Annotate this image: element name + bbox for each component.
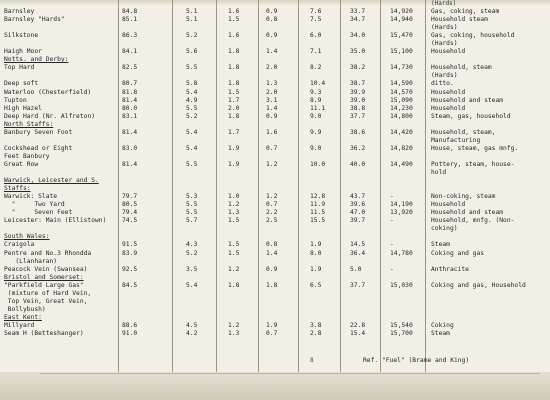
value-cell: 5.6 [186,48,198,56]
value-cell: 15,540 [390,321,413,329]
value-cell: 1.5 [228,249,240,257]
value-cell: 47.0 [350,209,366,217]
seam-name-cell: South Wales: [4,233,50,241]
use-cell: Coking and gas [431,249,485,257]
use-cell: Pottery, steam, house- [431,160,515,168]
seam-name-cell: Warwick, Leicester and S. [4,177,99,185]
value-cell: 14,570 [390,88,413,96]
value-cell: 6.5 [310,281,322,289]
value-cell: 1.9 [228,160,240,168]
value-cell: 35.0 [350,48,366,56]
value-cell: 1.8 [228,48,240,56]
value-cell: 4.3 [186,241,198,249]
seam-name-cell: Banbury Seven Foot [4,128,73,136]
value-cell: 3.1 [266,96,278,104]
value-cell: 1.2 [228,321,240,329]
use-cell: Household, steam, [431,128,496,136]
value-cell: 7.5 [310,16,322,24]
value-cell: 4.5 [186,321,198,329]
seam-name-cell: Warwick: Slate [4,193,58,201]
value-cell: 84.5 [122,281,138,289]
value-cell: 88.6 [122,321,138,329]
value-cell: 0.9 [266,32,278,40]
value-cell: 81.4 [122,128,138,136]
value-cell: 40.0 [350,160,366,168]
seam-name-cell: Waterloo (Chesterfield) [4,88,92,96]
value-cell: 11.5 [310,209,326,217]
value-cell: 5.5 [186,201,198,209]
use-cell: House, steam, gas mnfg. [431,144,519,152]
seam-name-cell: (Llanharan) [4,257,58,265]
seam-name-cell: Top Vein, Great Vein, [4,297,88,305]
seam-name-cell: Pentre and No.3 Rhondda [4,249,92,257]
value-cell: 22.8 [350,321,366,329]
value-cell: 5.4 [186,281,198,289]
use-cell: Household, mnfg. (Non- [431,217,515,225]
seam-name-cell: Tupton [4,96,27,104]
value-cell: 1.2 [266,160,278,168]
value-cell: 1.2 [228,201,240,209]
value-cell: 5.5 [186,160,198,168]
use-cell: Coking and gas, Household [431,281,526,289]
value-cell: 82.5 [122,64,138,72]
value-cell: 0.9 [266,8,278,15]
value-cell: 14,490 [390,160,413,168]
value-cell: 7.1 [310,48,322,56]
value-cell: 5.7 [186,217,198,225]
value-cell: 15,470 [390,32,413,40]
value-cell: - [390,241,394,249]
value-cell: 39.6 [350,201,366,209]
value-cell: 5.5 [186,64,198,72]
value-cell: 8.9 [310,96,322,104]
value-cell: 14,730 [390,64,413,72]
value-cell: 5.5 [186,104,198,112]
value-cell: 80.5 [122,201,138,209]
value-cell: 38.7 [350,80,366,88]
use-cell: Steam, gas, household [431,112,511,120]
value-cell: 83.1 [122,112,138,120]
use-cell: Non-coking, steam [431,193,496,201]
value-cell: 43.7 [350,193,366,201]
value-cell: 0.7 [266,330,278,337]
fold-line [40,373,540,374]
use-cell: ditto. [431,80,454,88]
value-cell: 15,700 [390,330,413,337]
value-cell: 2.0 [266,64,278,72]
use-cell: Anthracite [431,265,469,273]
value-cell: 92.5 [122,265,138,273]
value-cell: 38.8 [350,104,366,112]
seam-name-cell: " Two Yard [4,201,65,209]
value-cell: 1.4 [266,48,278,56]
value-cell: 1.8 [228,64,240,72]
value-cell: 34.7 [350,16,366,24]
value-cell: 1.4 [266,104,278,112]
value-cell: 0.8 [266,16,278,24]
value-cell: 12.8 [310,193,326,201]
value-cell: 81.8 [122,88,138,96]
value-cell: 14,800 [390,112,413,120]
value-cell: 74.5 [122,217,138,225]
value-cell: 39.9 [350,88,366,96]
value-cell: 14,920 [390,8,413,15]
value-cell: 1.8 [228,80,240,88]
table-row [0,330,550,339]
value-cell: 5.4 [186,128,198,136]
seam-name-cell: Peacock Vein (Swansea) [4,265,88,273]
value-cell: 2.0 [266,88,278,96]
value-cell: 80.7 [122,80,138,88]
value-cell: 1.9 [310,241,322,249]
value-cell: 9.0 [310,112,322,120]
value-cell: 91.0 [122,330,138,337]
value-cell: 15,100 [390,48,413,56]
value-cell: 5.4 [186,144,198,152]
seam-name-cell: Staffs: [4,185,31,193]
value-cell: 79.4 [122,209,138,217]
value-cell: 80.0 [122,104,138,112]
value-cell: 14,190 [390,201,413,209]
value-cell: 9.3 [310,88,322,96]
value-cell: 1.7 [228,96,240,104]
value-cell: 1.5 [228,241,240,249]
value-cell: 5.1 [186,16,198,24]
value-cell: 1.2 [266,193,278,201]
value-cell: 0.9 [266,112,278,120]
value-cell: 1.9 [310,265,322,273]
seam-name-cell: " Seven Feet [4,209,73,217]
seam-name-cell: Millyard [4,321,35,329]
use-cell: (Hards) [431,24,458,32]
value-cell: 84.8 [122,8,138,15]
seam-name-cell: Barnsley "Hards" [4,16,65,24]
seam-name-cell: Deep Hard (Nr. Alfreton) [4,112,95,120]
value-cell: 34.0 [350,32,366,40]
value-cell: 5.2 [186,249,198,257]
seam-name-cell: Bristol and Somerset: [4,273,84,281]
reference-note: Ref. "Fuel" (Brame and King) [363,357,470,364]
seam-name-cell: Cockshead or Eight [4,144,73,152]
seam-name-cell: (mixture of Hard Vein, [4,289,92,297]
value-cell: 39.7 [350,217,366,225]
value-cell: 0.9 [266,265,278,273]
seam-name-cell: Haigh Moor [4,48,42,56]
value-cell: 91.5 [122,241,138,249]
value-cell: 1.3 [228,209,240,217]
value-cell: 1.4 [266,249,278,257]
page-mark: 8 [310,357,314,364]
seam-name-cell: Leicester: Main (Ellistown) [4,217,107,225]
value-cell: 1.6 [228,32,240,40]
use-cell: Household [431,88,466,96]
value-cell: 10.0 [310,160,326,168]
seam-name-cell: Craigola [4,241,35,249]
value-cell: 5.3 [186,193,198,201]
value-cell: 0.7 [266,144,278,152]
value-cell: 36.2 [350,144,366,152]
value-cell: 1.8 [228,112,240,120]
value-cell: 37.7 [350,112,366,120]
value-cell: 39.0 [350,96,366,104]
use-cell: Household, steam [431,64,492,72]
use-cell: Steam [431,241,450,249]
value-cell: 2.0 [228,104,240,112]
value-cell: 14.5 [350,241,366,249]
value-cell: 5.8 [186,80,198,88]
seam-name-cell: Notts. and Derby: [4,56,69,64]
value-cell: 7.6 [310,8,322,15]
value-cell: 14,780 [390,249,413,257]
seam-name-cell: High Hazel [4,104,42,112]
value-cell: 1.0 [228,193,240,201]
seam-name-cell: Deep soft [4,80,39,88]
value-cell: 1.5 [228,217,240,225]
value-cell: 1.7 [228,128,240,136]
seam-name-cell: North Staffs: [4,120,54,128]
value-cell: 79.7 [122,193,138,201]
value-cell: 4.2 [186,330,198,337]
value-cell: 3.8 [310,321,322,329]
use-cell: Steam [431,330,450,337]
value-cell: 38.6 [350,128,366,136]
value-cell: 11.1 [310,104,326,112]
use-cell: Household steam [431,16,488,24]
value-cell: 1.5 [228,88,240,96]
use-cell: coking) [431,225,458,233]
value-cell: - [390,217,394,225]
value-cell: 1.6 [228,8,240,15]
value-cell: 5.1 [186,8,198,15]
value-cell: 9.0 [310,144,322,152]
use-cell: Gas, coking, household [431,32,515,40]
use-cell: (Hards) [431,40,458,48]
use-cell: Household and steam [431,209,504,217]
use-cell: Household [431,201,466,209]
use-cell: Household and steam [431,96,504,104]
value-cell: - [390,265,394,273]
seam-name-cell: "Parkfield Large Gas" [4,281,84,289]
value-cell: 3.5 [186,265,198,273]
use-cell: Manufacturing [431,136,481,144]
value-cell: 1.2 [228,265,240,273]
value-cell: 0.7 [266,201,278,209]
value-cell: 15.5 [310,217,326,225]
value-cell: 1.8 [266,281,278,289]
value-cell: 81.4 [122,160,138,168]
value-cell: 14,590 [390,80,413,88]
value-cell: 10.4 [310,80,326,88]
value-cell: 14,420 [390,128,413,136]
value-cell: 5.2 [186,32,198,40]
value-cell: 2.5 [266,217,278,225]
use-cell: hold [431,169,447,176]
value-cell: 13,920 [390,209,413,217]
seam-name-cell: Bollybush) [4,305,46,313]
seam-name-cell: Barnsley [4,8,35,15]
value-cell: 9.9 [310,128,322,136]
value-cell: 2.2 [266,209,278,217]
value-cell: 83.9 [122,249,138,257]
use-cell: Household [431,104,466,112]
value-cell: 1.5 [228,16,240,24]
seam-name-cell: Silkstone [4,32,39,40]
value-cell: 6.0 [310,32,322,40]
value-cell: 36.4 [350,249,366,257]
value-cell: 1.3 [228,330,240,337]
value-cell: 38.2 [350,64,366,72]
value-cell: 5.5 [186,209,198,217]
value-cell: 86.3 [122,32,138,40]
seam-name-cell: East Kent: [4,313,42,321]
value-cell: 14,820 [390,144,413,152]
value-cell: 1.3 [266,80,278,88]
use-cell: Gas, coking, steam [431,8,500,15]
torn-paper-edge [0,372,550,400]
value-cell: 15.4 [350,330,366,337]
use-cell: (Hards) [431,72,458,80]
value-cell: 14,230 [390,104,413,112]
value-cell: 5.0 [350,265,362,273]
value-cell: 1.8 [228,281,240,289]
value-cell: 85.1 [122,16,138,24]
value-cell: 5.2 [186,112,198,120]
value-cell: 1.6 [266,128,278,136]
seam-name-cell: Top Hard [4,64,35,72]
value-cell: 15,090 [390,96,413,104]
value-cell: 14,940 [390,16,413,24]
value-cell: 81.4 [122,96,138,104]
seam-name-cell: Great Row [4,160,39,168]
value-cell: 0.8 [266,241,278,249]
value-cell: 37.7 [350,281,366,289]
header-fragment: (Hards) [431,0,457,7]
value-cell: 5.4 [186,88,198,96]
value-cell: 11.9 [310,201,326,209]
value-cell: 33.7 [350,8,366,15]
value-cell: 83.0 [122,144,138,152]
use-cell: Coking [431,321,454,329]
value-cell: 1.9 [228,144,240,152]
seam-name-cell: Seam H (Betteshanger) [4,330,84,337]
use-cell: Household [431,48,466,56]
value-cell: 84.1 [122,48,138,56]
paper-stain [0,0,550,6]
value-cell: - [390,193,394,201]
value-cell: 15,030 [390,281,413,289]
value-cell: 2.8 [310,330,322,337]
value-cell: 8.2 [310,64,322,72]
value-cell: 8.0 [310,249,322,257]
value-cell: 1.9 [266,321,278,329]
value-cell: 4.9 [186,96,198,104]
seam-name-cell: Feet Banbury [4,152,50,160]
